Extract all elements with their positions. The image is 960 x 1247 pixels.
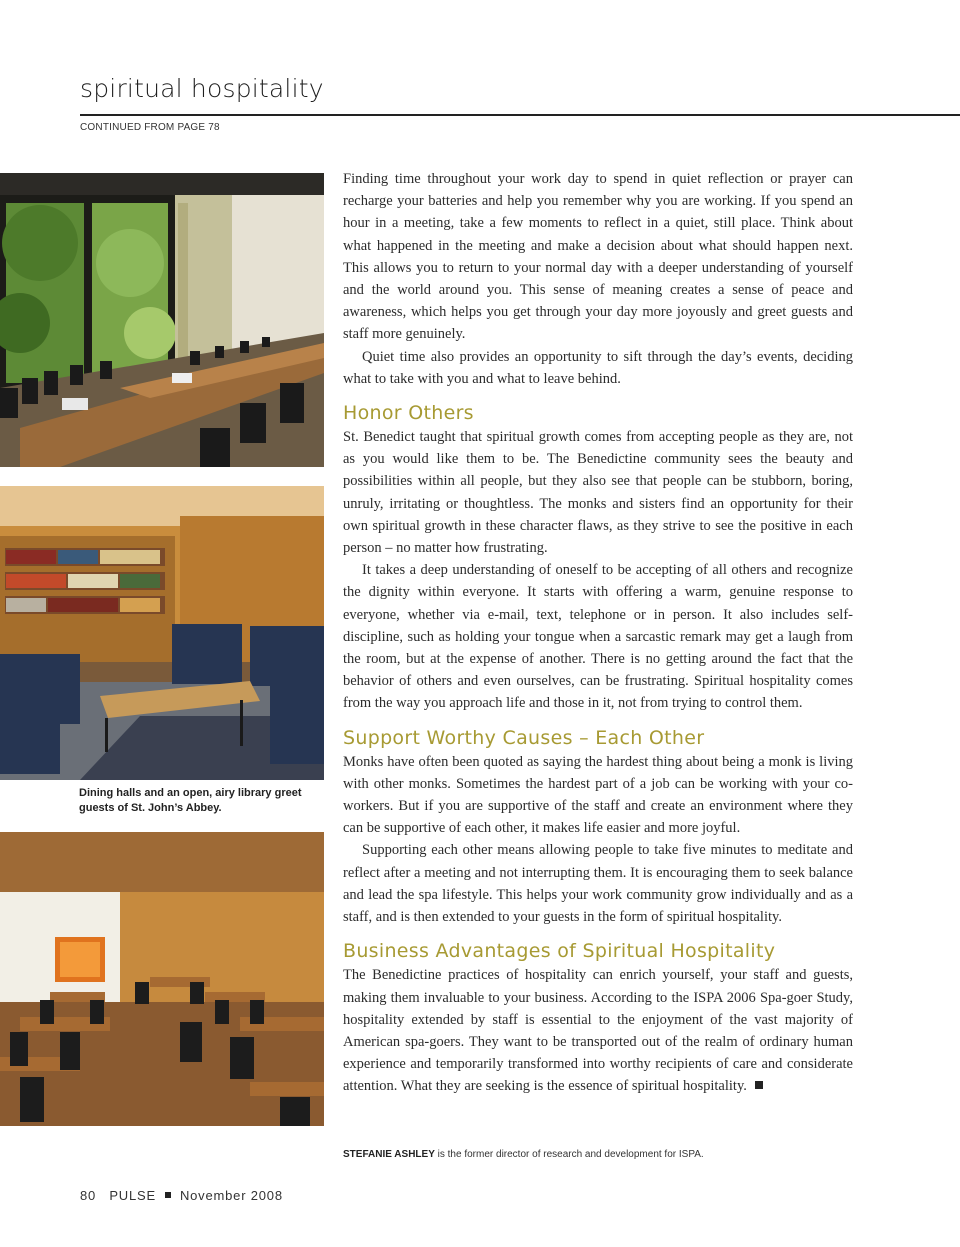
author-name: STEFANIE ASHLEY bbox=[343, 1149, 435, 1160]
page-number: 80 bbox=[80, 1188, 97, 1203]
meeting-room-photo bbox=[0, 173, 324, 467]
paragraph: St. Benedict taught that spiritual growth comes from accepting people as they are, not as you would like them to be. The Benedictine community sees the beauty and possibilities within all people, but they also see that people can be stubborn, boring, unruly, irritating or thoughtless. The monks and sisters find an opportunity for their own spiritual growth in these character flaws, as they strive to see the positive in each person – no matter how frustrating. bbox=[343, 429, 853, 557]
title-rule bbox=[80, 114, 960, 116]
section-heading: Business Advantages of Spiritual Hospitality bbox=[343, 940, 776, 963]
paragraph bbox=[343, 964, 853, 1097]
section-heading: Honor Others bbox=[343, 402, 474, 425]
issue-date: November 2008 bbox=[179, 1188, 283, 1203]
author-bio-text: is the former director of research and development for ISPA. bbox=[437, 1149, 704, 1160]
section-heading: Support Worthy Causes – Each Other bbox=[343, 726, 705, 749]
article-body bbox=[343, 168, 853, 1098]
paragraph: Finding time throughout your work day to spend in quiet reflection or prayer can recharge your batteries and help you remember why you are working. If you spend an hour in a meeting, take a few moments to reflect in a quiet, still place. Think about what happened in the meeting and make a decision about what should happen next. This allows you to return to your normal day with a deeper understanding of yourself and the world around you. This sense of meaning creates a sense of peace and awareness, which helps you get through your day more joyously and greet guests and staff more genuinely. bbox=[343, 171, 853, 343]
library-photo bbox=[0, 486, 324, 780]
paragraph: Supporting each other means allowing people to take five minutes to meditate and reflect after a meeting and not interrupting them. It is encouraging them to seek balance and lead the spa lifestyle. This helps your work community grow individually and as a staff, and is then extended to your guests in the form of spiritual hospitality. bbox=[343, 842, 853, 926]
page-footer bbox=[80, 1188, 283, 1203]
paragraph: It takes a deep understanding of oneself to be accepting of all others and recognize the dignity within everyone. It starts with offering a warm, genuine response to everyone, whether via e-mail, text, telephone or in person. It also includes self-discipline, such as holding your tongue when a sarcastic remark may get a laugh from the room, but at the expense of another. There is no getting around the fact that the behavior of others and even ourselves, can be frustrating. Spiritual hospitality comes from the way you approach life and those in it, not from trying to control them. bbox=[343, 562, 853, 712]
paragraph-text: The Benedictine practices of hospitality can enrich yourself, your staff and guests, making them invaluable to your business. According to the ISPA 2006 Spa-goer Study, hospitality extended by staff is essential to the enjoyment of the vast majority of American spa-goers. They want to be transported out of the realm of ordinary human experience and temporarily transformed into worthy recipients of care and considerate attention. What they are seeking is the essence of spiritual hospitality. bbox=[343, 967, 853, 1095]
continued-note: CONTINUED FROM PAGE 78 bbox=[80, 122, 220, 133]
paragraph: Quiet time also provides an opportunity to sift through the day’s events, deciding what to take with you and what to leave behind. bbox=[343, 348, 853, 387]
author-bio bbox=[343, 1149, 863, 1160]
photo-caption: Dining halls and an open, airy library greet guests of St. John’s Abbey. bbox=[79, 787, 302, 814]
section-title: spiritual hospitality bbox=[80, 74, 324, 103]
dining-hall-photo bbox=[0, 832, 324, 1126]
paragraph: Monks have often been quoted as saying the hardest thing about being a monk is living with other monks. Sometimes the hardest part of a job can be working with your co-workers. But if you are supportive of the staff and create an environment where they can be supportive of each other, it makes life easier and more joyful. bbox=[343, 753, 853, 837]
publication-name: PULSE bbox=[109, 1188, 156, 1203]
square-separator-icon bbox=[165, 1192, 171, 1198]
end-mark-icon bbox=[755, 1081, 763, 1089]
